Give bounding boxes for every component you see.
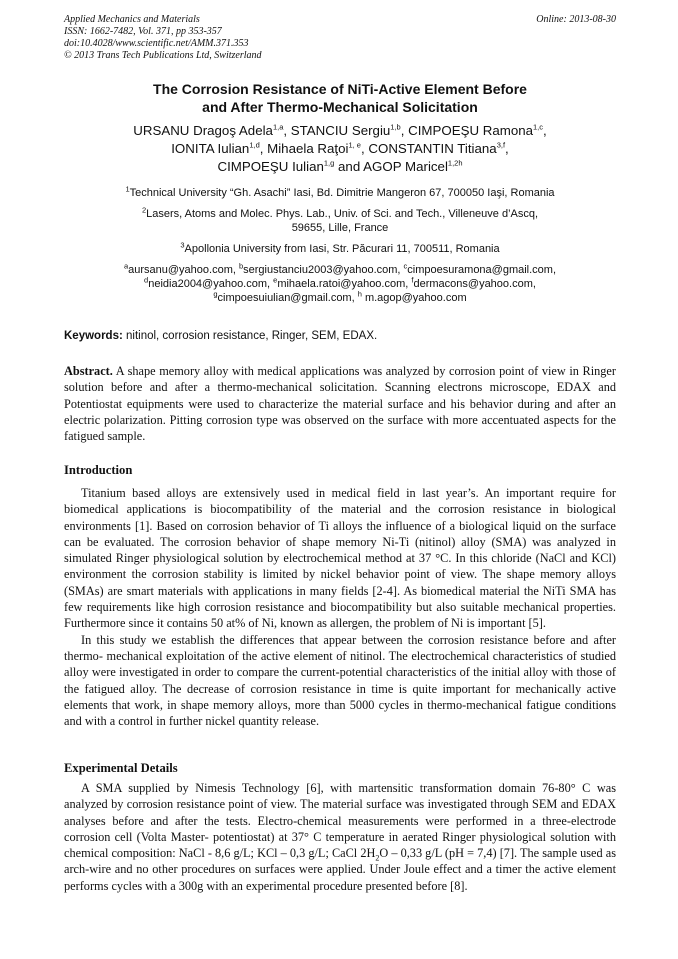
author-name: URSANU Dragoş Adela xyxy=(133,123,273,138)
title-line-1: The Corrosion Resistance of NiTi-Active Element Before xyxy=(153,81,527,97)
author-name: CIMPOEŞU Ramona xyxy=(408,123,534,138)
email-list xyxy=(64,263,616,305)
email-sup: b xyxy=(238,261,244,271)
author-line-3 xyxy=(64,158,616,176)
author-name: AGOP Maricel xyxy=(363,159,448,174)
paragraph xyxy=(64,780,616,894)
author-name: CIMPOEŞU Iulian xyxy=(217,159,324,174)
paragraph: Titanium based alloys are extensively used in medical field in last year’s. An important require for biomedical applications is biocompatibility of the material and the corrosion resistance in biological environments [1]. Based on corrosion behavior of Ti alloys the influence of a biological liquid on the surface can be evaluated. The corrosion behavior of shape memory Ni-Ti (nitinol) alloy (SMA) was analyzed in simulated Ringer physiological solution by electrochemical method at 37 °C. In this chloride (NaCl and KCl) environment the corrosion stability is limited by nickel behavior point of view. The shape memory alloys (SMAs) are smart materials with applications in many fields [2-4]. As biomedical material the NiTi SMA has few requirements like high corrosion resistance and biocompatibility but also suitable mechanical properties. Furthermore since it contains 50 at% of Ni, known as allergen, the problem of Ni is important [5]. xyxy=(64,486,616,631)
title-line-2: and After Thermo-Mechanical Solicitation xyxy=(202,99,478,115)
paragraph-text: A SMA supplied by Nimesis Technology [6], with martensitic transformation domain 76-80° C was analyzed by corrosion resistance point of view. The material surface was investigated through SEM and EDAX analyses before and after the tests. Electro-chemical measurements were performed in a three-electrode corrosion cell (Volta Master- potentiostat) at 37° C temperature in aerated Ringer physiological solution with chemical composition: NaCl - 8,6 g/L; KCl – 0,3 g/L; CaCl 2H xyxy=(64,781,616,861)
author-name: IONITA Iulian xyxy=(171,141,250,156)
author-sep: , xyxy=(259,141,268,156)
email-link[interactable]: cimpoesuiulian@gmail.com, xyxy=(217,292,355,304)
author-sep: , xyxy=(283,123,291,138)
doi-line: doi:10.4028/www.scientific.net/AMM.371.353 xyxy=(64,38,249,49)
author-name: STANCIU Sergiu xyxy=(290,123,391,138)
author-sup: 1,c xyxy=(533,122,544,132)
email-link[interactable]: mihaela.ratoi@yahoo.com, xyxy=(277,278,409,290)
email-sup: c xyxy=(403,261,408,271)
author-sup: 1,g xyxy=(323,158,335,168)
email-link[interactable]: dermacons@yahoo.com, xyxy=(413,278,536,290)
introduction-body xyxy=(64,485,616,729)
author-sep: , xyxy=(360,141,369,156)
section-heading-introduction: Introduction xyxy=(64,463,133,477)
author-sup: 1,2h xyxy=(447,158,463,168)
email-link[interactable]: cimpoesuramona@gmail.com, xyxy=(407,264,557,276)
email-link[interactable]: neidia2004@yahoo.com, xyxy=(148,278,271,290)
affiliation-sup: 3 xyxy=(180,240,185,250)
email-sup: f xyxy=(411,275,414,285)
paper-title xyxy=(64,80,616,116)
experimental-body xyxy=(64,780,616,894)
paragraph-text: O – 0,33 g/L (pH = 7,4) [7]. The sample used as arch-wire and no other procedures on surfaces were applied. Under Joule effect and a timer the active element performs cycles with a 300g with an experimental procedure presented before [8]. xyxy=(64,846,616,893)
affiliation-1 xyxy=(64,186,616,200)
author-name: CONSTANTIN Titiana xyxy=(368,141,497,156)
keywords xyxy=(64,329,616,343)
abstract-text: A shape memory alloy with medical applications was analyzed by corrosion point of view in Ringer solution before and after a thermo-mechanical solicitation. Scanning electrons microscope, EDAX and Potentiostat equipments were used to characterize the material surface and his behavior during and after an electric polarization. Pitting corrosion type was observed on the surface with more accentuated aspects for the fatigued sample. xyxy=(64,364,616,444)
email-link[interactable]: m.agop@yahoo.com xyxy=(364,292,467,304)
paragraph: In this study we establish the differences that appear between the corrosion resistance before and after thermo- mechanical exploitation of the active element of nitinol. The electrochemical characteristics of studied alloy were investigated in order to compare the current-potential characteristics of the initial alloy with those of the fatigued alloy. The decrease of corrosion resistance in time is quite important for mechanically active elements that work, in shape memory alloys, more than 5000 cycles in thermo-mechanical fatigue conditions and with a control in further nickel quantity release. xyxy=(64,632,616,729)
author-name: Mihaela Raţoi xyxy=(267,141,349,156)
journal-header xyxy=(64,14,616,62)
journal-name: Applied Mechanics and Materials xyxy=(64,14,200,25)
email-sup: h xyxy=(357,289,362,299)
author-sep: , xyxy=(543,123,547,138)
abstract xyxy=(64,363,616,444)
affiliation-sup: 2 xyxy=(141,205,147,215)
author-sup: 1, e xyxy=(348,140,361,150)
author-sup: 1,a xyxy=(272,122,284,132)
affiliation-text: Lasers, Atoms and Molec. Phys. Lab., Univ. of Sci. and Tech., Villeneuve d’Ascq, xyxy=(146,208,539,220)
section-heading-experimental: Experimental Details xyxy=(64,761,178,775)
author-sup: 3,f xyxy=(496,140,506,150)
author-sup: 1,b xyxy=(390,122,401,132)
affiliation-3 xyxy=(64,242,616,256)
subscript: 2 xyxy=(375,853,380,863)
email-link[interactable]: aursanu@yahoo.com, xyxy=(128,264,236,276)
author-line-1 xyxy=(64,122,616,140)
author-sep: , xyxy=(505,141,509,156)
affiliation-text: Technical University “Gh. Asachi” Iasi, Bd. Dimitrie Mangeron 67, 700050 Iaşi, Romania xyxy=(129,187,555,199)
author-line-2 xyxy=(64,140,616,158)
issn-line: ISSN: 1662-7482, Vol. 371, pp 353-357 xyxy=(64,26,222,37)
email-sup: g xyxy=(213,289,218,299)
email-sup: d xyxy=(144,275,149,285)
keywords-label: Keywords: xyxy=(64,330,123,342)
affiliation-2 xyxy=(64,207,616,235)
keywords-text: nitinol, corrosion resistance, Ringer, SEM, EDAX. xyxy=(126,330,378,342)
affiliation-text: 59655, Lille, France xyxy=(291,222,389,234)
email-sup: e xyxy=(273,275,278,285)
email-sup: a xyxy=(123,261,129,271)
affiliation-sup: 1 xyxy=(125,184,130,194)
author-sep: , xyxy=(400,123,409,138)
online-date: Online: 2013-08-30 xyxy=(536,14,616,25)
author-list xyxy=(64,122,616,176)
abstract-label: Abstract. xyxy=(64,364,113,378)
author-sup: 1,d xyxy=(249,140,260,150)
email-link[interactable]: sergiustanciu2003@yahoo.com, xyxy=(243,264,401,276)
affiliation-text: Apollonia University from Iasi, Str. Păcurari 11, 700511, Romania xyxy=(184,243,500,255)
copyright-line: © 2013 Trans Tech Publications Ltd, Switzerland xyxy=(64,50,262,61)
author-and: and xyxy=(334,159,364,174)
